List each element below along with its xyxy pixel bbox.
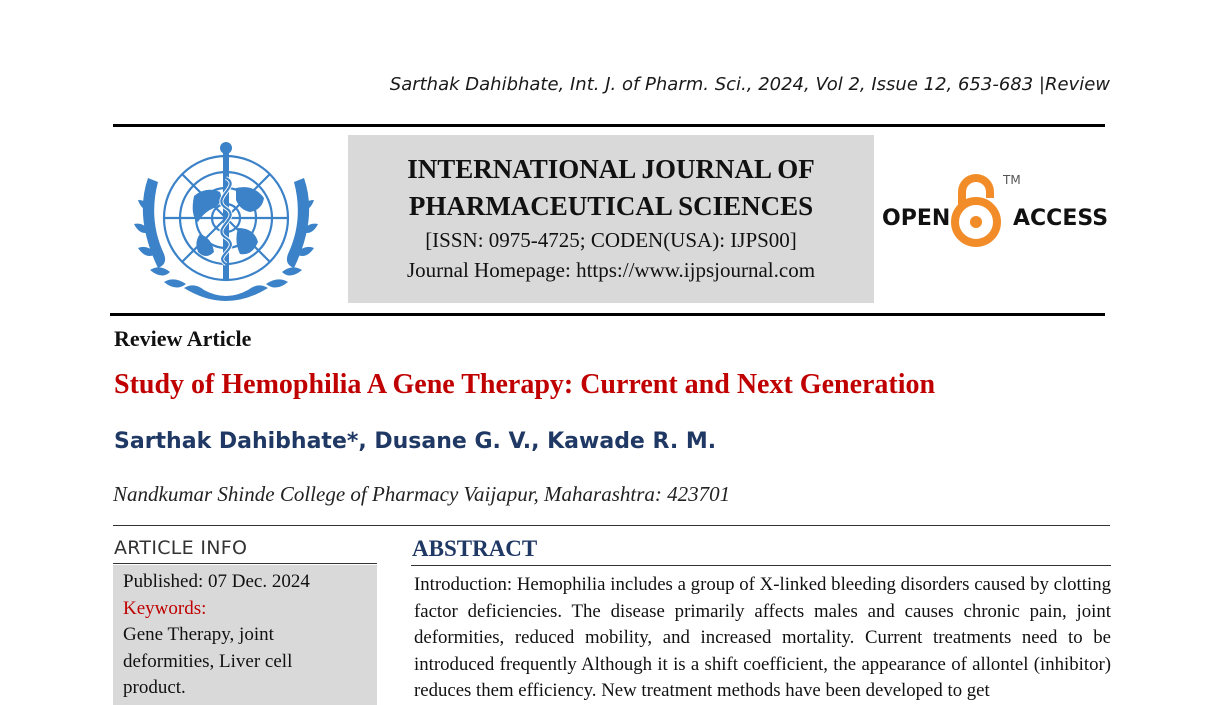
article-authors: Sarthak Dahibhate*, Dusane G. V., Kawade R. M.	[114, 429, 717, 454]
abstract-heading: ABSTRACT	[412, 536, 538, 561]
abstract-rule	[411, 565, 1111, 566]
keywords-line: product.	[123, 677, 186, 698]
journal-issn: [ISSN: 0975-4725; CODEN(USA): IJPS00]	[425, 228, 797, 252]
journal-homepage: Journal Homepage: https://www.ijpsjournal.com	[406, 258, 816, 282]
keywords-line: Gene Therapy, joint	[123, 624, 274, 645]
article-title: Study of Hemophilia A Gene Therapy: Current and Next Generation	[114, 369, 936, 400]
section-divider	[113, 525, 1110, 526]
journal-name-line-1: INTERNATIONAL JOURNAL OF	[407, 154, 815, 184]
header-bottom-rule	[110, 313, 1105, 316]
abstract-text: Introduction: Hemophilia includes a group of X-linked bleeding disorders caused by clotting factor deficiencies. The disease primarily affects males and causes chronic pain, joint deformities, reduced mobility, and increased mortality. Current treatments need to be introduced frequently Although it is a shift coefficient, the appearance of allontel (inhibitor) reduces them efficiency. New treatment methods have been developed to get	[414, 574, 1111, 701]
open-access-logo	[880, 168, 1110, 254]
open-access-word-access: ACCESS	[1013, 206, 1109, 231]
article-info-heading: ARTICLE INFO	[114, 537, 248, 559]
running-header-citation: Sarthak Dahibhate, Int. J. of Pharm. Sci., 2024, Vol 2, Issue 12, 653-683 |Review	[389, 74, 1110, 95]
open-access-word-open: OPEN	[882, 206, 951, 231]
article-info-rule	[113, 563, 377, 564]
journal-masthead	[348, 135, 874, 303]
who-emblem-logo	[124, 138, 328, 306]
trademark-mark: TM	[1003, 173, 1021, 187]
article-type: Review Article	[114, 326, 252, 351]
journal-name-line-2: PHARMACEUTICAL SCIENCES	[408, 191, 814, 221]
article-info-box	[113, 565, 377, 705]
header-top-rule	[113, 124, 1105, 127]
keywords-line: deformities, Liver cell	[123, 650, 293, 672]
keywords-label: Keywords:	[123, 597, 207, 619]
published-date: Published: 07 Dec. 2024	[123, 571, 310, 592]
author-affiliation: Nandkumar Shinde College of Pharmacy Vaijapur, Maharashtra: 423701	[113, 482, 731, 506]
journal-name	[348, 151, 874, 225]
